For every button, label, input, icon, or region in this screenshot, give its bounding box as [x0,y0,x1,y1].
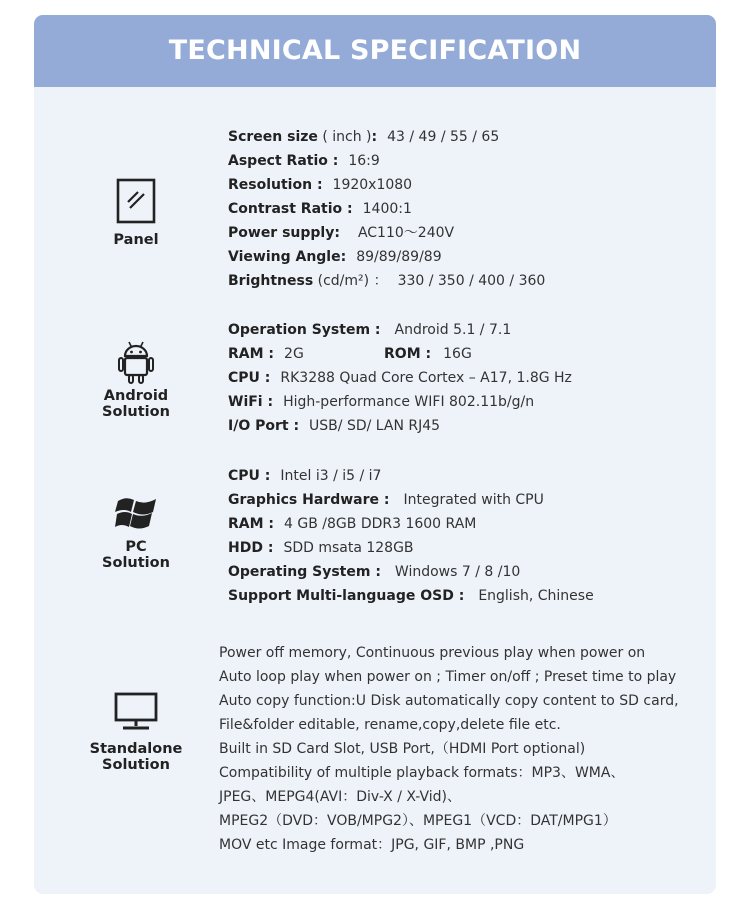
spec-resolution: Resolution : 1920x1080 [228,177,413,193]
spec-wifi: WiFi : High-performance WIFI 802.11b/g/n [228,394,535,410]
spec-screen-size: Screen size ( inch ): 43 / 49 / 55 / 65 [228,129,500,145]
standalone-features [219,641,679,857]
page-title: TECHNICAL SPECIFICATION [168,35,582,66]
android-specs [228,318,572,438]
spec-pc-ram: RAM : 4 GB /8GB DDR3 1600 RAM [228,516,477,532]
panel-icon [116,178,156,224]
spec-io-port: I/O Port : USB/ SD/ LAN RJ45 [228,418,441,434]
feature-line: Power off memory, Continuous previous play when power on [219,645,646,661]
spec-hdd: HDD : SDD msata 128GB [228,540,414,556]
pc-label: PC Solution [102,539,170,571]
panel-label: Panel [113,232,159,248]
spec-card [34,15,716,894]
panel-specs [228,125,545,293]
pc-section-icon [71,493,201,571]
feature-line: Built in SD Card Slot, USB Port,（HDMI Port optional) [219,741,586,757]
spec-graphics: Graphics Hardware : Integrated with CPU [228,492,544,508]
android-section-icon [71,340,201,420]
feature-line: JPEG、MEPG4(AVI：Div-X / X-Vid)、 [219,789,462,805]
spec-operation-system: Operation System : Android 5.1 / 7.1 [228,322,512,338]
feature-line: Compatibility of multiple playback formats：MP3、WMA、 [219,765,625,781]
spec-operating-system: Operating System : Windows 7 / 8 /10 [228,564,521,580]
feature-line: File&folder editable, rename,copy,delete file etc. [219,717,561,733]
monitor-icon [113,691,159,731]
standalone-label: Standalone Solution [89,741,183,773]
panel-section-icon [71,178,201,248]
spec-pc-cpu: CPU : Intel i3 / i5 / i7 [228,468,382,484]
feature-line: MOV etc Image format：JPG, GIF, BMP ,PNG [219,837,525,853]
android-label: Android Solution [102,388,170,420]
android-icon [118,340,154,384]
feature-line: MPEG2（DVD：VOB/MPG2）、MPEG1（VCD：DAT/MPG1） [219,813,617,829]
spec-viewing-angle: Viewing Angle: 89/89/89/89 [228,249,442,265]
spec-cpu: CPU : RK3288 Quad Core Cortex – A17, 1.8G Hz [228,370,572,386]
standalone-section-icon [71,691,201,773]
feature-line: Auto copy function:U Disk automatically copy content to SD card, [219,693,679,709]
windows-icon [114,493,158,533]
spec-ram-rom: RAM : 2G ROM : 16G [228,346,472,362]
header-bar [34,15,716,87]
spec-aspect-ratio: Aspect Ratio : 16:9 [228,153,380,169]
spec-contrast-ratio: Contrast Ratio : 1400:1 [228,201,412,217]
pc-specs [228,464,594,608]
spec-power-supply: Power supply: AC110～240V [228,225,455,241]
spec-osd: Support Multi-language OSD : English, Chinese [228,588,594,604]
spec-brightness: Brightness (cd/m²) ： 330 / 350 / 400 / 360 [228,273,546,289]
feature-line: Auto loop play when power on ; Timer on/off ; Preset time to play [219,669,677,685]
